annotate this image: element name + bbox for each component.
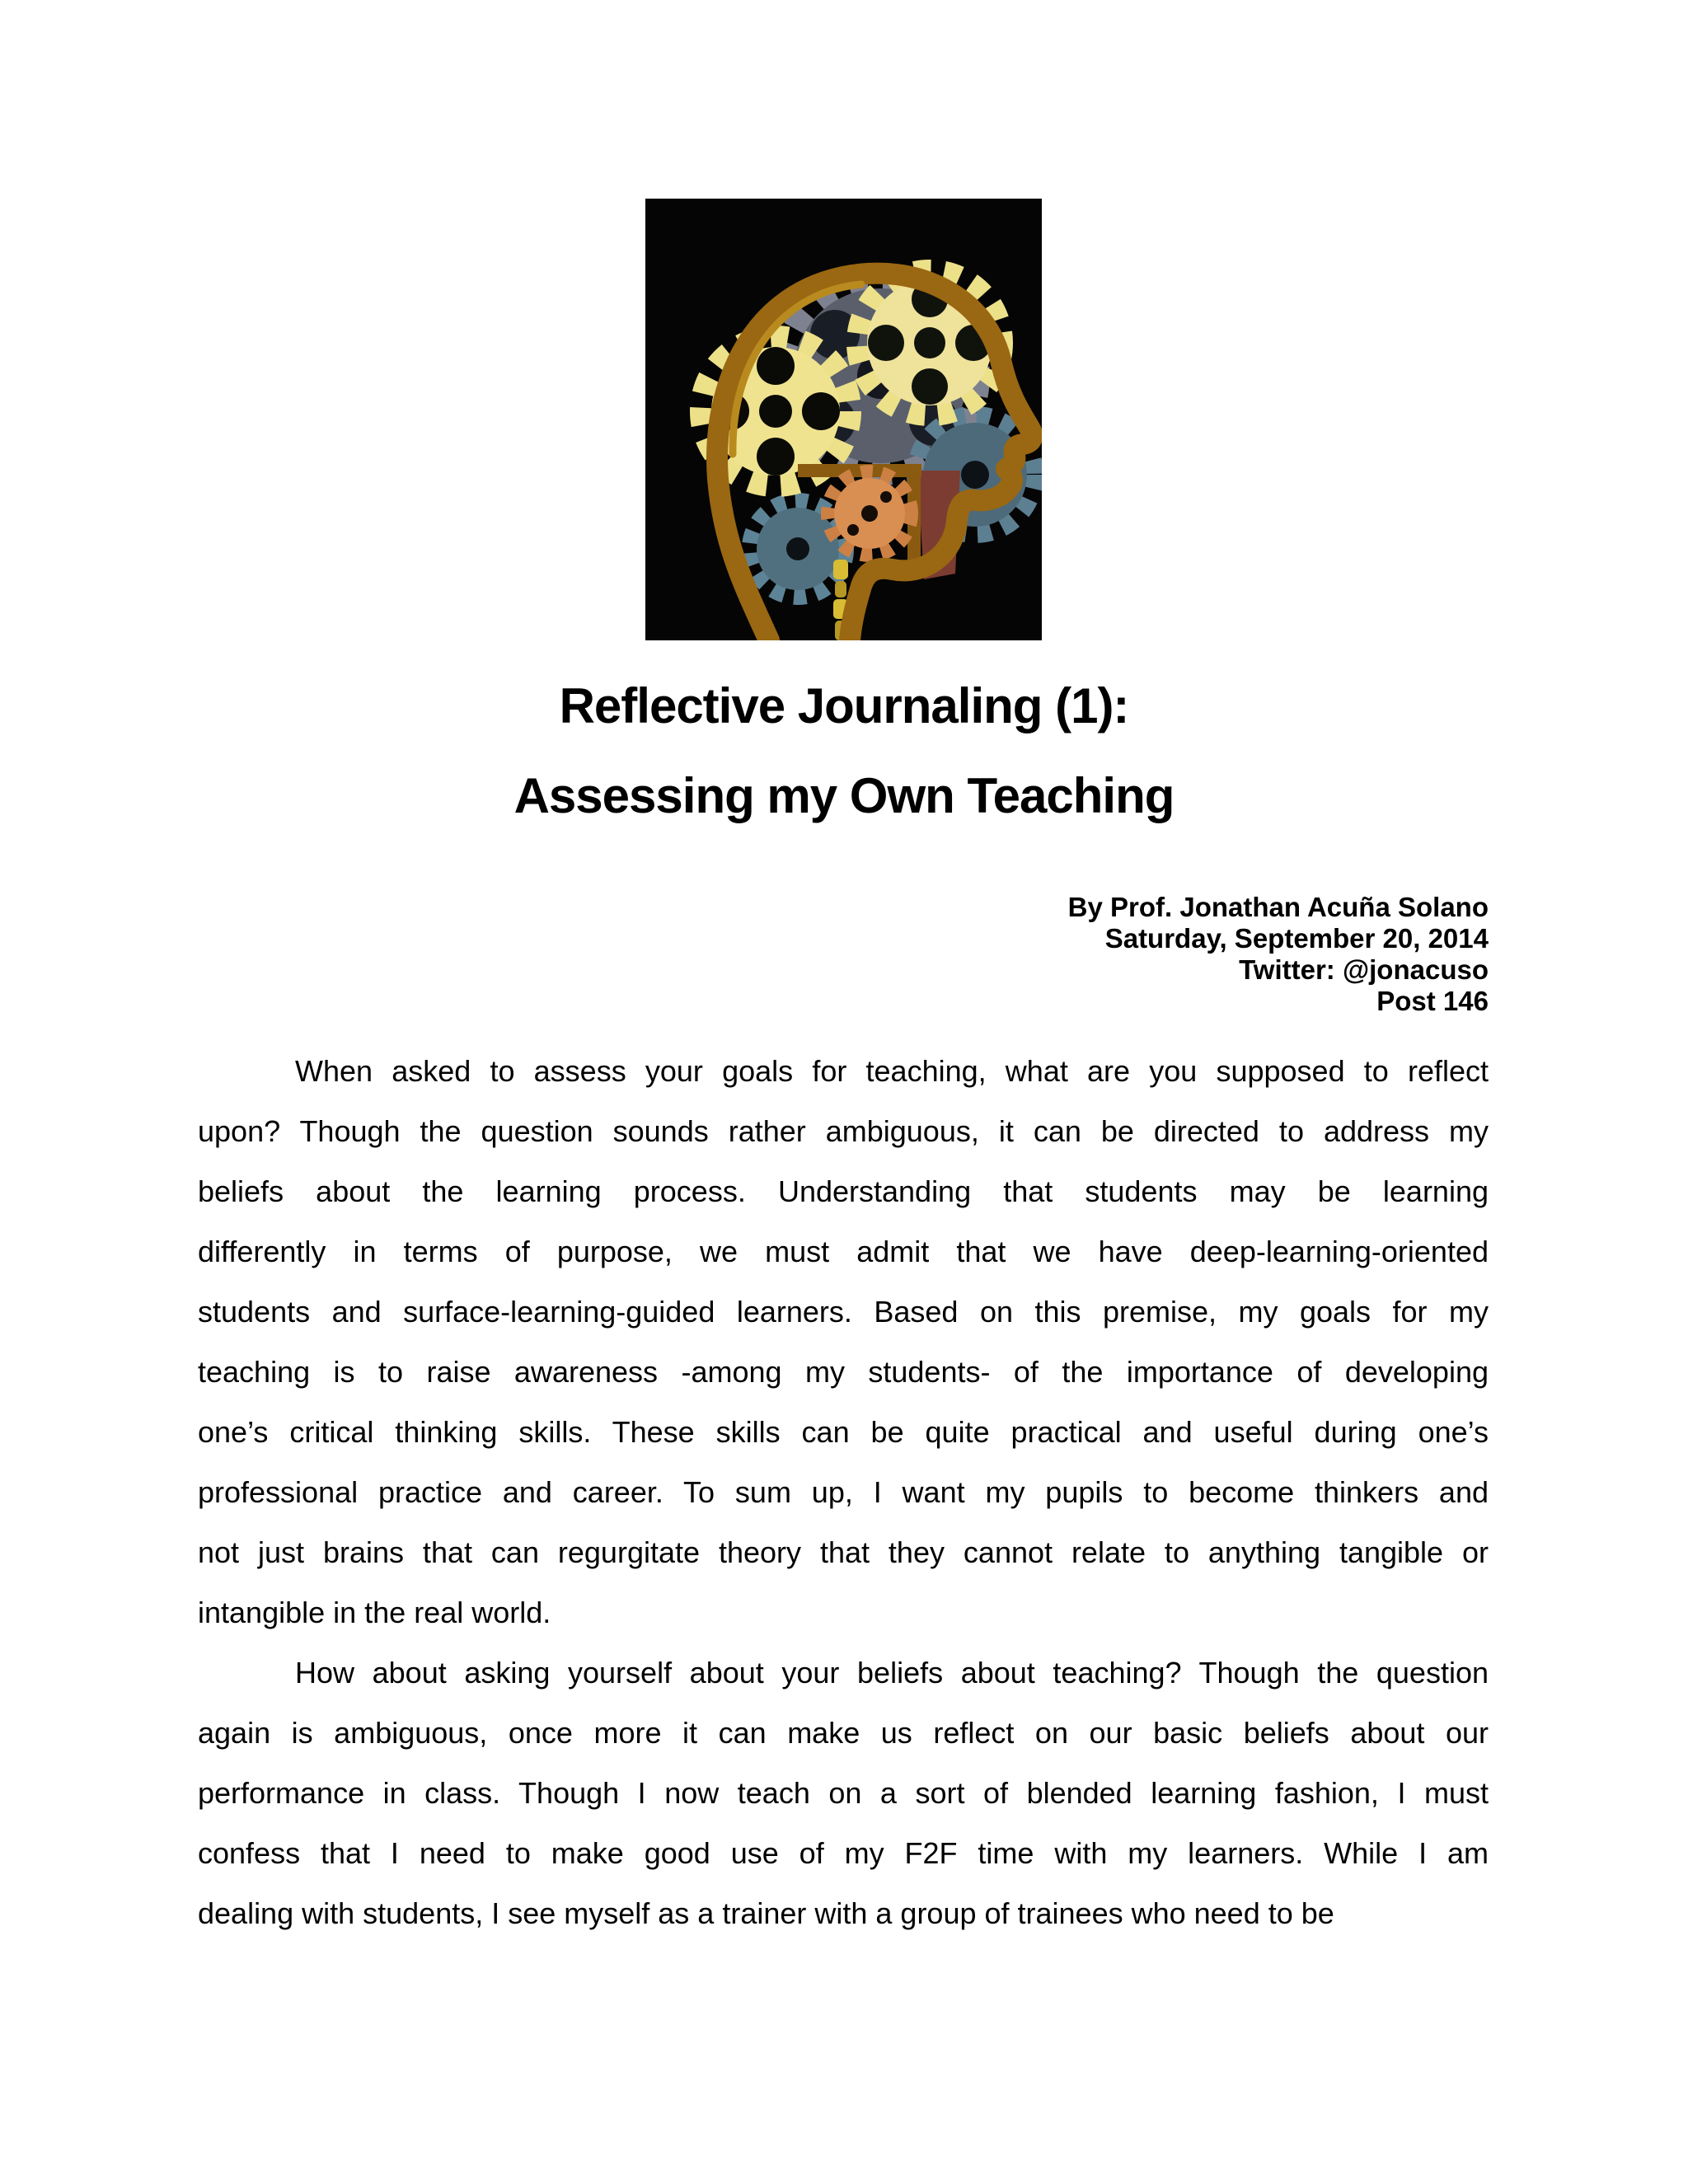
byline-line: Post 146 [1376,986,1489,1016]
byline-line: By Prof. Jonathan Acuña Solano [1067,892,1489,922]
paragraph-1 [198,1041,1489,1643]
title-line-1: Reflective Journaling (1): [559,678,1129,733]
document-body [198,1041,1489,1943]
text-line: not just brains that can regurgitate theory that they cannot relate to anything tangible or [198,1535,1489,1569]
text-line: students and surface-learning-guided learners. Based on this premise, my goals for my [198,1295,1489,1329]
document-title [0,661,1688,841]
byline-line: Saturday, September 20, 2014 [1104,923,1489,954]
title-line-2: Assessing my Own Teaching [513,768,1175,823]
text-line: intangible in the real world. [198,1596,551,1629]
text-line: again is ambiguous, once more it can make us reflect on our basic beliefs about our [198,1716,1489,1750]
text-line: one’s critical thinking skills. These skills can be quite practical and useful during one’s [198,1415,1489,1449]
text-line: confess that I need to make good use of my F2F time with my learners. While I am [198,1836,1489,1870]
text-line: dealing with students, I see myself as a trainer with a group of trainees who need to be [198,1896,1334,1930]
text-line: How about asking yourself about your beliefs about teaching? Though the question [295,1656,1489,1690]
text-line: professional practice and career. To sum up, I want my pupils to become thinkers and [198,1475,1489,1509]
paragraph-2 [198,1643,1489,1943]
text-line: beliefs about the learning process. Understanding that students may be learning [198,1174,1489,1208]
header-illustration [645,199,1042,640]
head-with-gears-image [645,199,1042,640]
text-line: differently in terms of purpose, we must admit that we have deep-learning-oriented [198,1235,1489,1268]
text-line: upon? Though the question sounds rather ambiguous, it can be directed to address my [198,1114,1489,1148]
shelf-bar-shape [798,464,921,477]
text-line: teaching is to raise awareness -among my students- of the importance of developing [198,1355,1489,1389]
byline-line: Twitter: @jonacuso [1239,954,1489,985]
byline [499,892,1489,1017]
text-line: performance in class. Though I now teach on a sort of blended learning fashion, I must [198,1776,1489,1810]
text-line: When asked to assess your goals for teaching, what are you supposed to reflect [295,1054,1489,1088]
